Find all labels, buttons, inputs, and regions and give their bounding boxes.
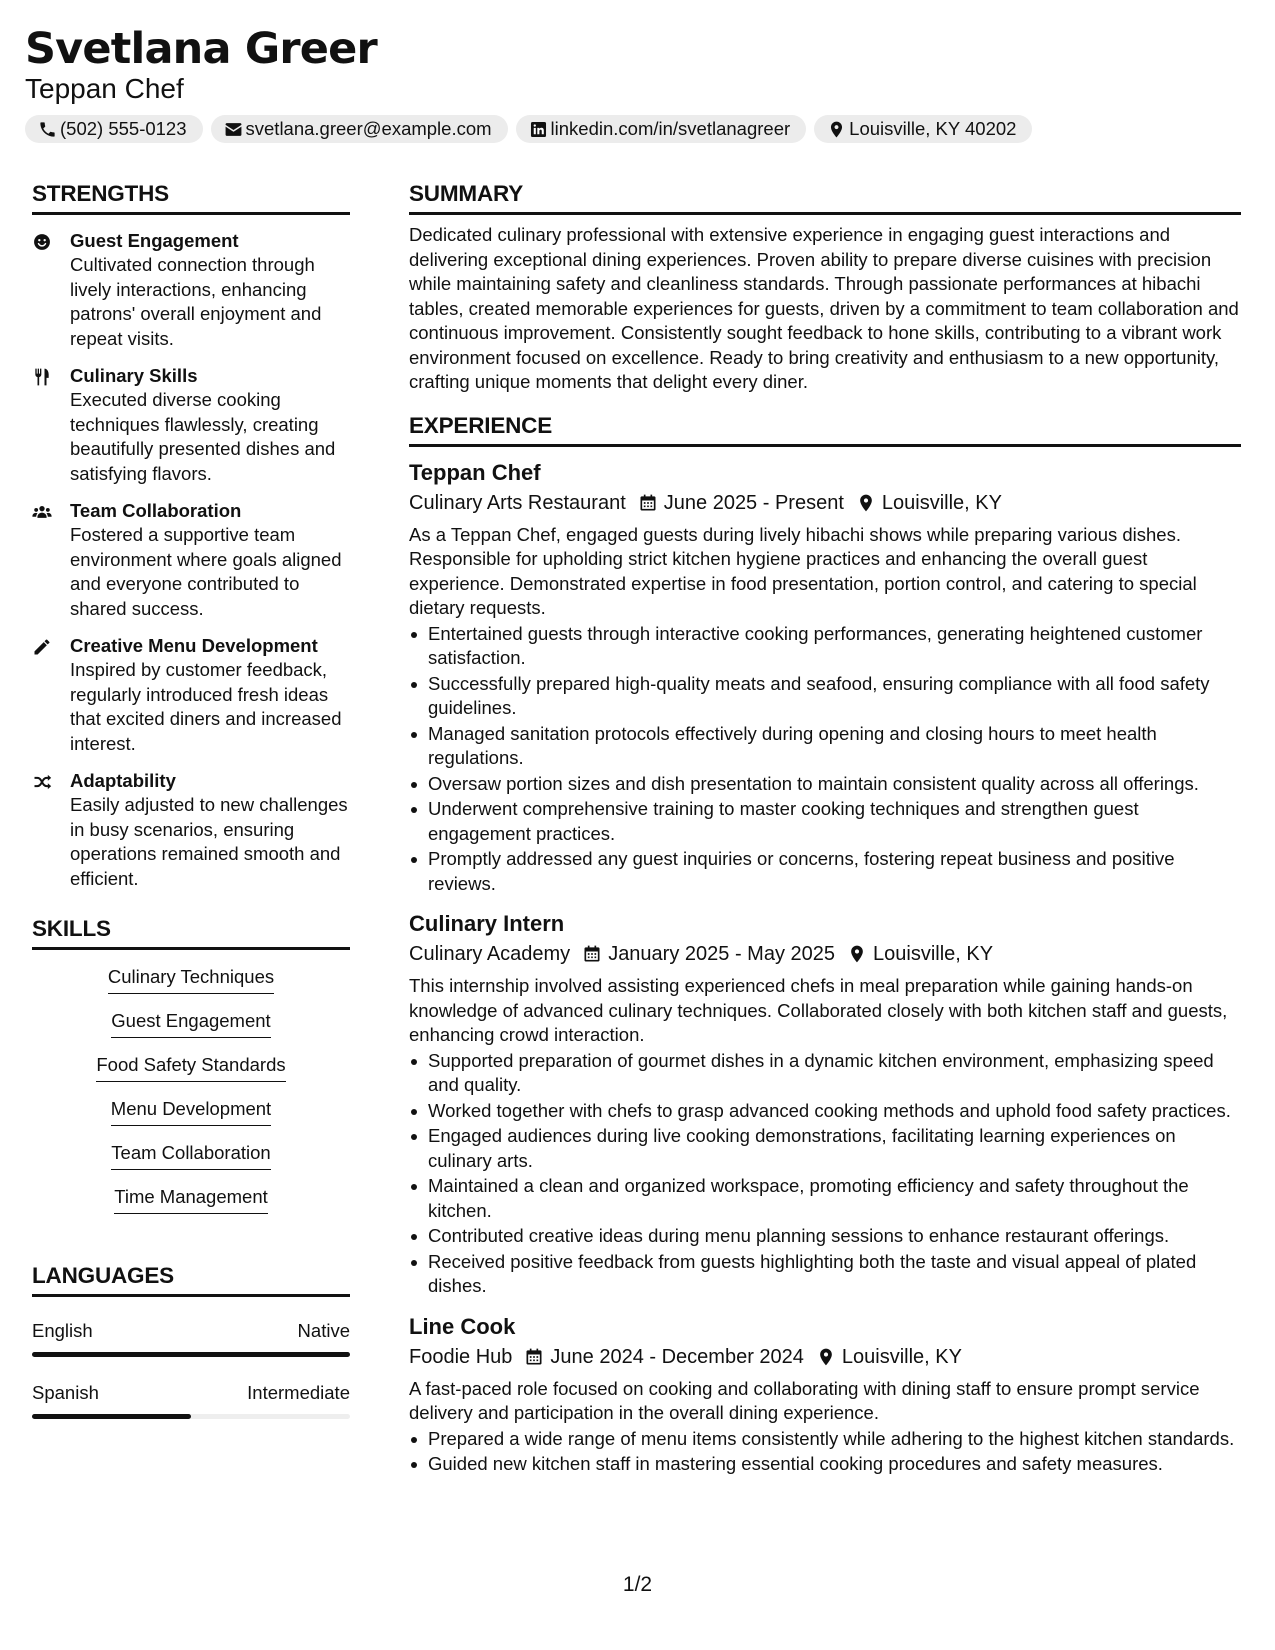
- contact-linkedin-text: linkedin.com/in/svetlanagreer: [550, 118, 791, 139]
- contact-linkedin[interactable]: [516, 115, 807, 143]
- job-bullet: Engaged audiences during live cooking demonstrations, facilitating learning experiences on culinary arts.: [409, 1124, 1241, 1173]
- language-level: Intermediate: [247, 1382, 350, 1403]
- skill-item: Time Management: [114, 1185, 268, 1214]
- job-bullet: Entertained guests through interactive cooking performances, generating heightened customer satisfaction.: [409, 622, 1241, 671]
- job-entry: [409, 459, 1241, 897]
- job-bullet: Maintained a clean and organized workspace, promoting efficiency and safety throughout the kitchen.: [409, 1174, 1241, 1223]
- skill-item: Food Safety Standards: [96, 1053, 285, 1082]
- job-company: Culinary Arts Restaurant: [409, 491, 626, 514]
- location-pin-icon: [827, 120, 846, 139]
- language-proficiency-fill: [32, 1414, 191, 1419]
- summary-heading: SUMMARY: [409, 180, 1241, 215]
- right-column: [409, 180, 1241, 1477]
- job-entry: [409, 910, 1241, 1299]
- job-location: Louisville, KY: [841, 1345, 962, 1368]
- job-meta: [409, 490, 1241, 516]
- job-bullet: Oversaw portion sizes and dish presentation to maintain consistent quality across all offerings.: [409, 772, 1241, 797]
- job-description: As a Teppan Chef, engaged guests during lively hibachi shows while preparing various dishes. Responsible for upholding strict kitchen hygiene practices and enhancing the overall guest experience. Demonstrated expertise in food presentation, portion control, and catering to special dietary requests.: [409, 523, 1197, 618]
- language-name: English: [32, 1320, 93, 1341]
- job-location: Louisville, KY: [881, 491, 1002, 514]
- job-meta: [409, 1344, 1241, 1370]
- job-description: This internship involved assisting experienced chefs in meal preparation while gaining hands-on knowledge of advanced culinary techniques. Collaborated closely with both kitchen staff and guests, enhancing crowd interaction.: [409, 975, 1228, 1045]
- skill-item: Guest Engagement: [111, 1009, 270, 1038]
- smile-icon: [32, 232, 52, 252]
- strength-item: [32, 634, 350, 756]
- calendar-icon: [638, 493, 658, 513]
- job-bullet: Worked together with chefs to grasp advanced cooking methods and uphold food safety practices.: [409, 1099, 1241, 1124]
- job-dates: June 2025 - Present: [663, 491, 844, 514]
- strength-title: Adaptability: [70, 770, 176, 791]
- strength-description: Easily adjusted to new challenges in busy scenarios, ensuring operations remained smooth and efficient.: [70, 794, 348, 889]
- location-pin-icon: [847, 944, 867, 964]
- language-name: Spanish: [32, 1382, 99, 1403]
- strength-title: Team Collaboration: [70, 500, 242, 521]
- strength-title: Creative Menu Development: [70, 635, 318, 656]
- job-title: Culinary Intern: [409, 911, 565, 936]
- job-bullet: Successfully prepared high-quality meats and seafood, ensuring compliance with all food safety guidelines.: [409, 672, 1241, 721]
- location-pin-icon: [816, 1347, 836, 1367]
- strength-description: Fostered a supportive team environment where goals aligned and everyone contributed to shared success.: [70, 524, 342, 619]
- languages-heading: LANGUAGES: [32, 1262, 350, 1297]
- job-dates: January 2025 - May 2025: [608, 943, 835, 965]
- job-dates: June 2024 - December 2024: [550, 1345, 804, 1368]
- page-number: 1/2: [622, 1573, 653, 1596]
- resume-header: [25, 22, 1250, 143]
- skill-item: Team Collaboration: [111, 1141, 270, 1170]
- summary-text: Dedicated culinary professional with extensive experience in engaging guest interactions and delivering exceptional dining experiences. Proven ability to prepare diverse cuisines with precision while maintaining safety and cleanliness standards. Through passionate performances at hibachi tables, created memorable experiences for guests, driven by a commitment to team collaboration and continuous improvement. Consistently sought feedback to hone skills, contributing to a vibrant work environment focused on excellence. Ready to bring creativity and enthusiasm to a new opportunity, crafting unique moments that delight every diner.: [409, 224, 1239, 392]
- left-column: [32, 180, 350, 1419]
- strength-item: [32, 364, 350, 486]
- skill-item: Menu Development: [111, 1097, 271, 1126]
- shuffle-icon: [32, 772, 52, 792]
- job-bullets: [409, 1049, 1241, 1299]
- users-icon: [32, 502, 52, 522]
- calendar-icon: [524, 1347, 544, 1367]
- job-bullet: Supported preparation of gourmet dishes in a dynamic kitchen environment, emphasizing speed and quality.: [409, 1049, 1241, 1098]
- job-location: Louisville, KY: [873, 943, 994, 965]
- strength-item: [32, 499, 350, 621]
- job-entry: [409, 1313, 1241, 1477]
- language-proficiency-bar: [32, 1352, 350, 1357]
- job-bullets: [409, 1427, 1241, 1477]
- job-description: A fast-paced role focused on cooking and collaborating with dining staff to ensure prompt service delivery and participation in the overall dining experience.: [409, 1377, 1200, 1423]
- job-title: Teppan Chef: [409, 459, 541, 485]
- candidate-name: Svetlana Greer: [25, 24, 377, 74]
- job-bullets: [409, 622, 1241, 897]
- strength-item: [32, 229, 350, 351]
- candidate-title: Teppan Chef: [25, 73, 184, 104]
- job-bullet: Underwent comprehensive training to master cooking techniques and strengthen guest engagement practices.: [409, 797, 1241, 846]
- job-bullet: Contributed creative ideas during menu planning sessions to enhance restaurant offerings.: [409, 1224, 1241, 1249]
- language-proficiency-fill: [32, 1352, 350, 1357]
- strength-title: Culinary Skills: [70, 365, 198, 386]
- strength-description: Cultivated connection through lively interactions, enhancing patrons' overall enjoyment and repeat visits.: [70, 254, 322, 349]
- pencil-icon: [32, 637, 52, 657]
- skill-item: Culinary Techniques: [108, 965, 274, 994]
- skills-heading: SKILLS: [32, 915, 350, 950]
- contact-email-text: svetlana.greer@example.com: [245, 118, 492, 139]
- linkedin-icon: [529, 120, 548, 139]
- job-company: Foodie Hub: [409, 1345, 513, 1368]
- location-pin-icon: [856, 493, 876, 513]
- language-item: [32, 1319, 350, 1357]
- language-level: Native: [297, 1320, 350, 1341]
- job-meta: [409, 941, 1241, 967]
- job-bullet: Guided new kitchen staff in mastering essential cooking procedures and safety measures.: [409, 1452, 1241, 1477]
- skills-list: [32, 965, 350, 1229]
- experience-heading: EXPERIENCE: [409, 412, 1241, 447]
- contact-email[interactable]: [211, 115, 508, 143]
- contact-location[interactable]: [814, 115, 1032, 143]
- strength-item: [32, 769, 350, 891]
- calendar-icon: [582, 944, 602, 964]
- phone-icon: [38, 120, 57, 139]
- utensils-icon: [32, 367, 52, 387]
- strength-description: Executed diverse cooking techniques flawlessly, creating beautifully presented dishes and satisfying flavors.: [70, 389, 336, 484]
- contact-phone[interactable]: [25, 115, 203, 143]
- job-bullet: Managed sanitation protocols effectively during opening and closing hours to meet health regulations.: [409, 722, 1241, 771]
- strengths-heading: STRENGTHS: [32, 180, 350, 215]
- contact-location-text: Louisville, KY 40202: [849, 118, 1017, 139]
- job-title: Line Cook: [409, 1313, 516, 1339]
- job-bullet: Promptly addressed any guest inquiries or concerns, fostering repeat business and positive reviews.: [409, 847, 1241, 896]
- language-item: [32, 1381, 350, 1419]
- job-bullet: Prepared a wide range of menu items consistently while adhering to the highest kitchen standards.: [409, 1427, 1241, 1452]
- envelope-icon: [224, 120, 243, 139]
- contact-phone-text: (502) 555-0123: [60, 118, 187, 139]
- strength-description: Inspired by customer feedback, regularly introduced fresh ideas that excited diners and increased interest.: [70, 659, 342, 754]
- job-bullet: Received positive feedback from guests highlighting both the taste and visual appeal of plated dishes.: [409, 1250, 1241, 1299]
- strength-title: Guest Engagement: [70, 230, 239, 251]
- contact-bar: [25, 115, 1250, 143]
- job-company: Culinary Academy: [409, 943, 571, 965]
- strengths-list: [32, 229, 350, 891]
- language-proficiency-bar: [32, 1414, 350, 1419]
